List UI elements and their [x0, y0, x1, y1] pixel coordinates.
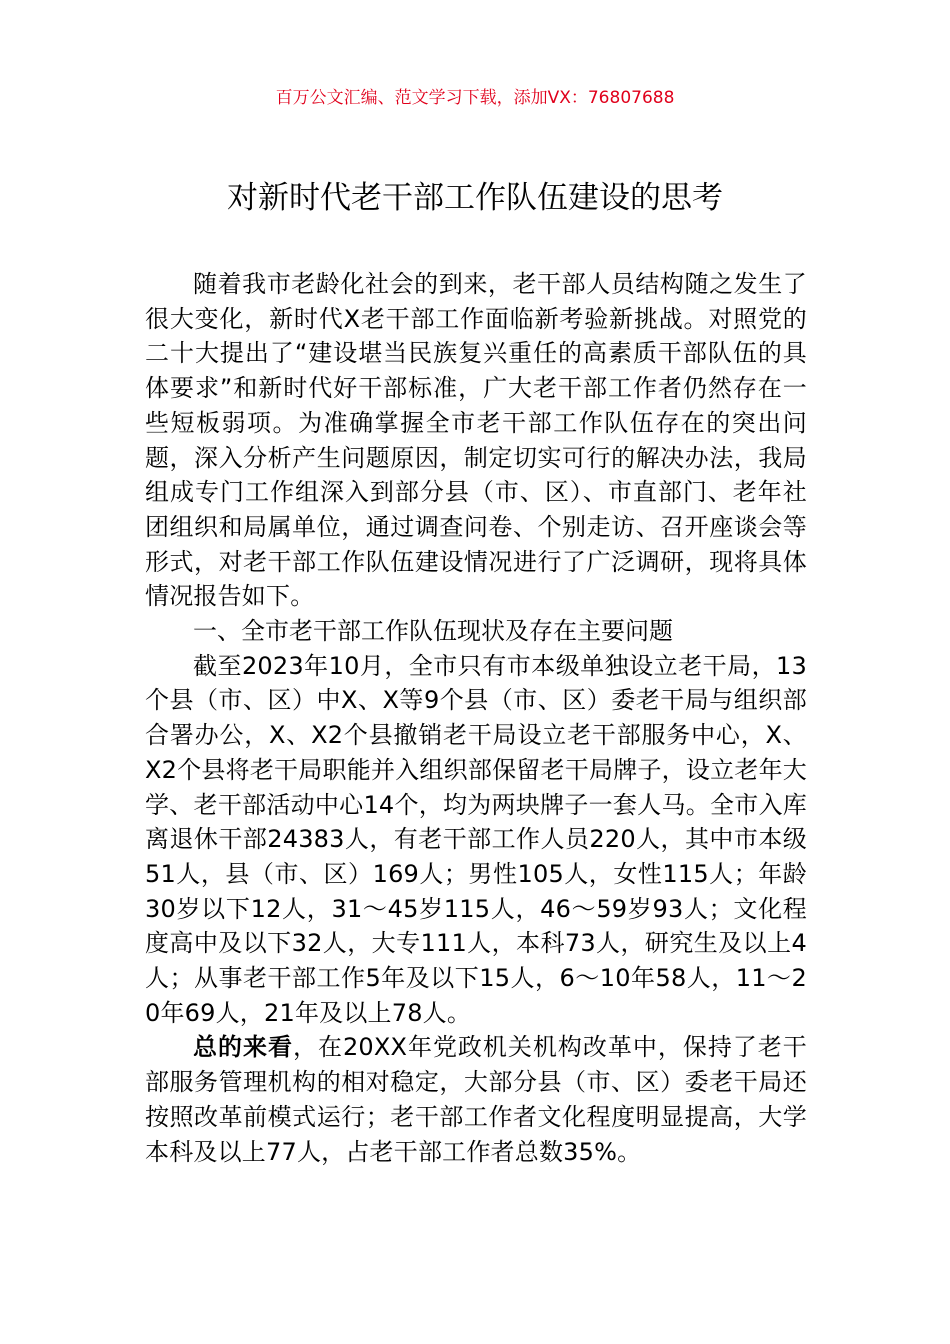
section-heading: 一、全市老干部工作队伍现状及存在主要问题 — [193, 617, 673, 646]
header-watermark-note: 百万公文汇编、范文学习下载，添加VX：76807688 — [275, 88, 675, 108]
intro-paragraph: 随着我市老龄化社会的到来，老干部人员结构随之发生了很大变化，新时代X老干部工作面临新考验新挑战。对照党的二十大提出了“建设堪当民族复兴重任的高素质干部队伍的具体要求”和新时代好干部标准，广大老干部工作者仍然存在一些短板弱项。为准确掌握全市老干部工作队伍存在的突出问题，深入分析产生问题原因，制定切实可行的解决办法，我局组成专门工作组深入到部分县（市、区）、市直部门、老年社团组织和局属单位，通过调查问卷、个别走访、召开座谈会等形式，对老干部工作队伍建设情况进行了广泛调研，现将具体情况报告如下。 — [145, 270, 807, 611]
summary-paragraph — [145, 1030, 807, 1169]
summary-text: ，在20XX年党政机关机构改革中，保持了老干部服务管理机构的相对稳定，大部分县（市、区）委老干局还按照改革前模式运行；老干部工作者文化程度明显提高，大学本科及以上77人，占老干部工作者总数35%。 — [145, 1033, 807, 1166]
status-paragraph: 截至2023年10月，全市只有市本级单独设立老干局，13个县（市、区）中X、X等9个县（市、区）委老干局与组织部合署办公，X、X2个县撤销老干局设立老干部服务中心，X、X2个县将老干局职能并入组织部保留老干局牌子，设立老年大学、老干部活动中心14个，均为两块牌子一套人马。全市入库离退休干部24383人，有老干部工作人员220人，其中市本级51人，县（市、区）169人；男性105人，女性115人；年龄30岁以下12人，31～45岁115人，46～59岁93人；文化程度高中及以下32人，大专111人，本科73人，研究生及以上4人；从事老干部工作5年及以下15人，6～10年58人，11～20年69人，21年及以上78人。 — [145, 651, 807, 1027]
document-title: 对新时代老干部工作队伍建设的思考 — [227, 180, 723, 216]
document-body — [145, 267, 807, 1169]
summary-lead: 总的来看 — [193, 1033, 293, 1062]
